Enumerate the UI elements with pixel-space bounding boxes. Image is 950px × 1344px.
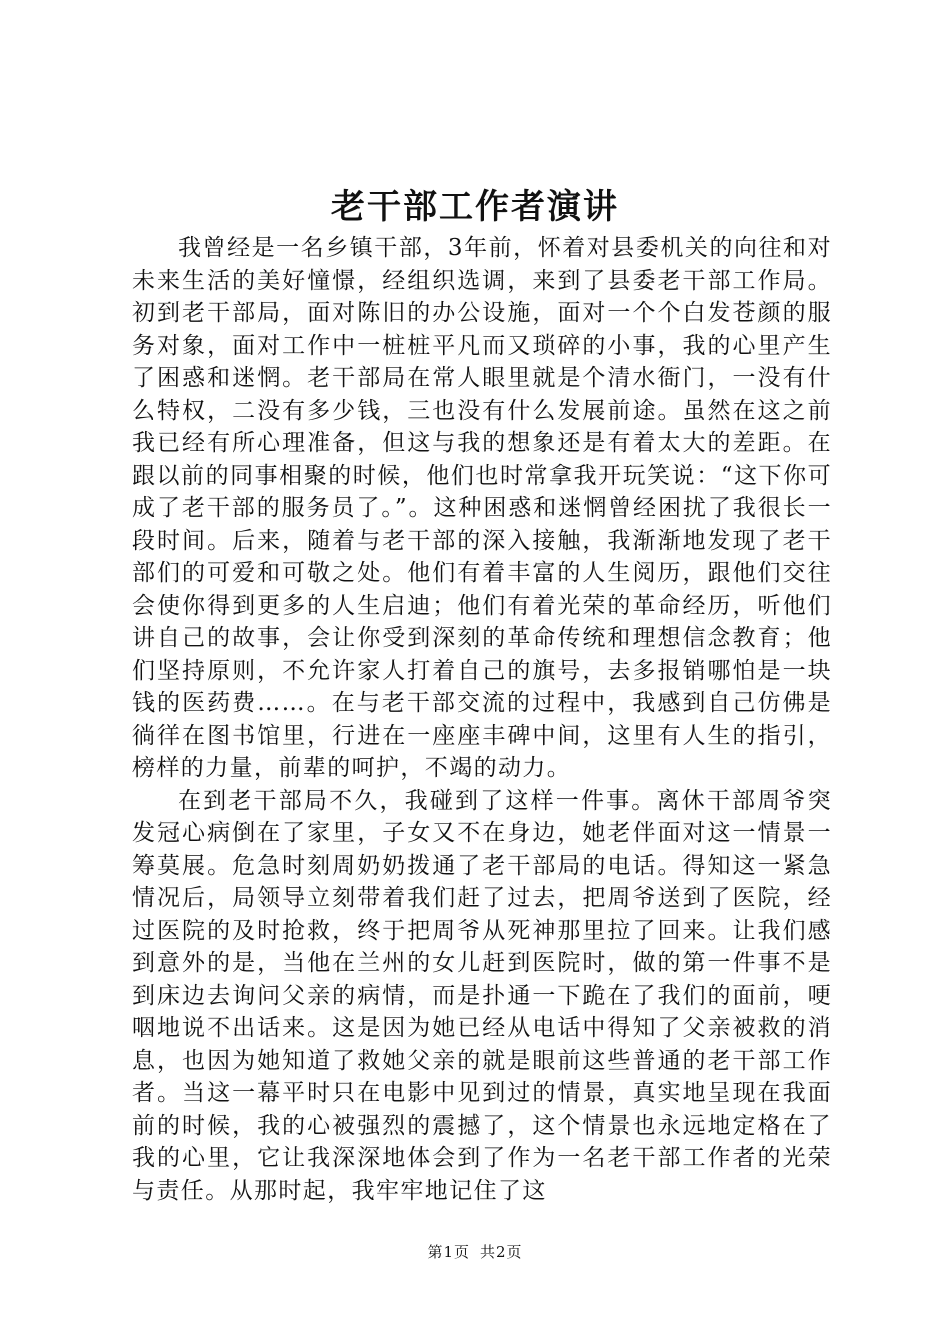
page-total: 共2页 <box>480 1243 523 1261</box>
page-footer <box>0 1241 950 1262</box>
document-title: 老干部工作者演讲 <box>331 187 619 227</box>
paragraph-1: 我曾经是一名乡镇干部，3年前，怀着对县委机关的向往和对未来生活的美好憧憬，经组织选调，来到了县委老干部工作局。初到老干部局，面对陈旧的办公设施，面对一个个白发苍颜的服务对象，面对工作中一桩桩平凡而又琐碎的小事，我的心里产生了困惑和迷惘。老干部局在常人眼里就是个清水衙门，一没有什么特权，二没有多少钱，三也没有什么发展前途。虽然在这之前我已经有所心理准备，但这与我的想象还是有着太大的差距。在跟以前的同事相聚的时候，他们也时常拿我开玩笑说：“这下你可成了老干部的服务员了。”。这种困惑和迷惘曾经困扰了我很长一段时间。后来，随着与老干部的深入接触，我渐渐地发现了老干部们的可爱和可敬之处。他们有着丰富的人生阅历，跟他们交往会使你得到更多的人生启迪；他们有着光荣的革命经历，听他们讲自己的故事，会让你受到深刻的革命传统和理想信念教育；他们坚持原则，不允许家人打着自己的旗号，去多报销哪怕是一块钱的医药费……。在与老干部交流的过程中，我感到自己仿佛是徜徉在图书馆里，行进在一座座丰碑中间，这里有人生的指引，榜样的力量，前辈的呵护，不竭的动力。 <box>132 235 832 781</box>
page-number: 第1页 <box>427 1243 470 1261</box>
document-body <box>132 232 832 1207</box>
paragraph-2: 在到老干部局不久，我碰到了这样一件事。离休干部周爷突发冠心病倒在了家里，子女又不在身边，她老伴面对这一情景一筹莫展。危急时刻周奶奶拨通了老干部局的电话。得知这一紧急情况后，局领导立刻带着我们赶了过去，把周爷送到了医院，经过医院的及时抢救，终于把周爷从死神那里拉了回来。让我们感到意外的是，当他在兰州的女儿赶到医院时，做的第一件事不是到床边去询问父亲的病情，而是扑通一下跪在了我们的面前，哽咽地说不出话来。这是因为她已经从电话中得知了父亲被救的消息，也因为她知道了救她父亲的就是眼前这些普通的老干部工作者。当这一幕平时只在电影中见到过的情景，真实地呈现在我面前的时候，我的心被强烈的震撼了，这个情景也永远地定格在了我的心里，它让我深深地体会到了作为一名老干部工作者的光荣与责任。从那时起，我牢牢地记住了这 <box>132 787 832 1204</box>
